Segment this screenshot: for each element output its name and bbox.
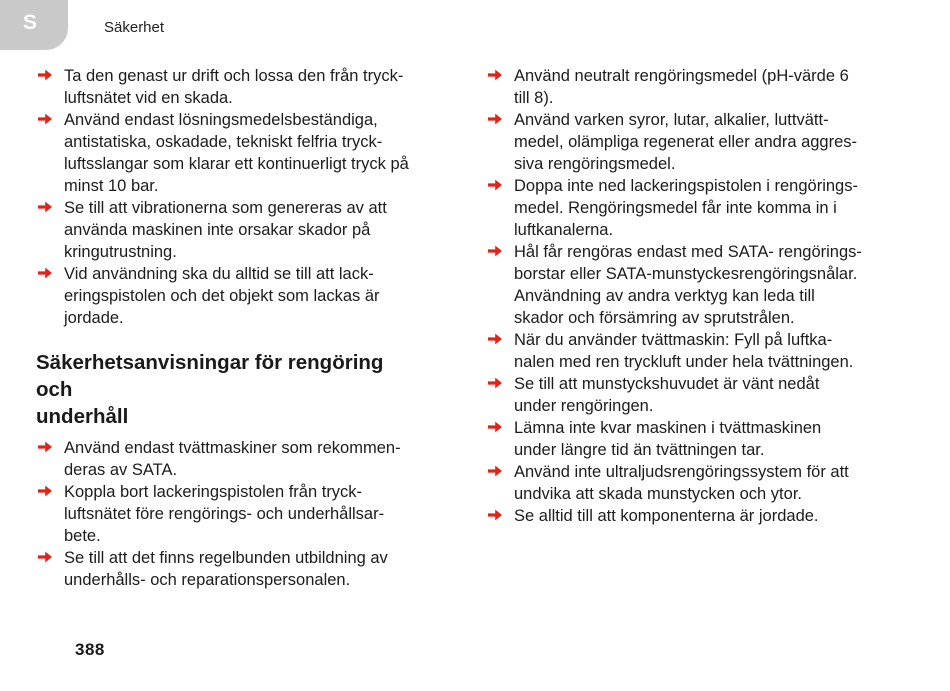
list-item-text: Se till att munstyckshuvudet är vänt nedåt under rengöringen. bbox=[514, 375, 820, 415]
list-item-text: Lämna inte kvar maskinen i tvättmaskinen under längre tid än tvättningen tar. bbox=[514, 419, 822, 459]
right-arrow-icon bbox=[487, 67, 503, 83]
list-item bbox=[486, 373, 916, 417]
language-tab bbox=[0, 0, 68, 50]
list-item-text: Använd endast tvättmaskiner som rekommen- deras av SATA. bbox=[64, 439, 401, 479]
right-arrow-icon bbox=[487, 243, 503, 259]
right-arrow-icon bbox=[37, 265, 53, 281]
list-item bbox=[36, 263, 461, 329]
right-arrow-icon bbox=[487, 507, 503, 523]
right-arrow-icon bbox=[37, 67, 53, 83]
list-item bbox=[36, 481, 461, 547]
list-item-text: Se alltid till att komponenterna är jordade. bbox=[514, 507, 819, 525]
list-item-text: Använd varken syror, lutar, alkalier, luttvätt- medel, olämpliga regenerat eller andra aggres- siva rengöringsmedel. bbox=[514, 111, 858, 173]
right-column bbox=[486, 65, 916, 527]
list-item bbox=[486, 505, 916, 527]
right-arrow-icon bbox=[487, 463, 503, 479]
language-code: S bbox=[22, 11, 37, 34]
list-item bbox=[486, 241, 916, 329]
right-arrow-icon bbox=[37, 549, 53, 565]
list-item-text: Använd endast lösningsmedelsbeständiga, antistatiska, oskadade, tekniskt felfria tryck- luftsslangar som klarar ett kontinuerligt tryck på minst 10 bar. bbox=[64, 111, 409, 195]
list-item-text: Hål får rengöras endast med SATA- rengörings- borstar eller SATA-munstyckesrengöringsnålar. Användning av andra verktyg kan leda till skador och försämring av sprutstrålen. bbox=[514, 243, 862, 327]
heading-line: underhåll bbox=[36, 405, 129, 428]
right-arrow-icon bbox=[37, 111, 53, 127]
heading-line: och bbox=[36, 378, 73, 401]
right-arrow-icon bbox=[487, 111, 503, 127]
section-title: Säkerhet bbox=[104, 19, 165, 36]
right-arrow-icon bbox=[487, 177, 503, 193]
list-item bbox=[486, 461, 916, 505]
list-item bbox=[36, 197, 461, 263]
right-arrow-icon bbox=[487, 331, 503, 347]
list-item-text: Använd inte ultraljudsrengöringssystem för att undvika att skada munstycken och ytor. bbox=[514, 463, 849, 503]
cleaning-list bbox=[486, 65, 916, 527]
list-item-text: Koppla bort lackeringspistolen från tryck- luftsnätet före rengörings- och underhållsar- bete. bbox=[64, 483, 385, 545]
list-item bbox=[36, 547, 461, 591]
list-item-text: Använd neutralt rengöringsmedel (pH-värde 6 till 8). bbox=[514, 67, 849, 107]
maintenance-heading bbox=[36, 349, 461, 430]
list-item-text: Vid användning ska du alltid se till att lack- eringspistolen och det objekt som lackas är jordade. bbox=[64, 265, 380, 327]
list-item-text: Ta den genast ur drift och lossa den från tryck- luftsnätet vid en skada. bbox=[64, 67, 404, 107]
list-item bbox=[36, 109, 461, 197]
list-item bbox=[486, 109, 916, 175]
list-item bbox=[486, 65, 916, 109]
list-item bbox=[486, 417, 916, 461]
right-arrow-icon bbox=[37, 439, 53, 455]
list-item bbox=[486, 329, 916, 373]
right-arrow-icon bbox=[37, 483, 53, 499]
left-column bbox=[36, 65, 461, 591]
list-item bbox=[486, 175, 916, 241]
right-arrow-icon bbox=[37, 199, 53, 215]
maintenance-list bbox=[36, 437, 461, 591]
list-item-text: Se till att det finns regelbunden utbildning av underhålls- och reparationspersonalen. bbox=[64, 549, 388, 589]
safety-list-top bbox=[36, 65, 461, 329]
list-item bbox=[36, 65, 461, 109]
right-arrow-icon bbox=[487, 375, 503, 391]
list-item-text: Se till att vibrationerna som genereras av att använda maskinen inte orsakar skador på kringutrustning. bbox=[64, 199, 387, 261]
heading-line: Säkerhetsanvisningar för rengöring bbox=[36, 351, 384, 374]
page-number: 388 bbox=[75, 640, 105, 659]
right-arrow-icon bbox=[487, 419, 503, 435]
list-item-text: När du använder tvättmaskin: Fyll på luftka- nalen med ren tryckluft under hela tvättningen. bbox=[514, 331, 854, 371]
list-item-text: Doppa inte ned lackeringspistolen i rengörings- medel. Rengöringsmedel får inte komma in i luftkanalerna. bbox=[514, 177, 858, 239]
list-item bbox=[36, 437, 461, 481]
